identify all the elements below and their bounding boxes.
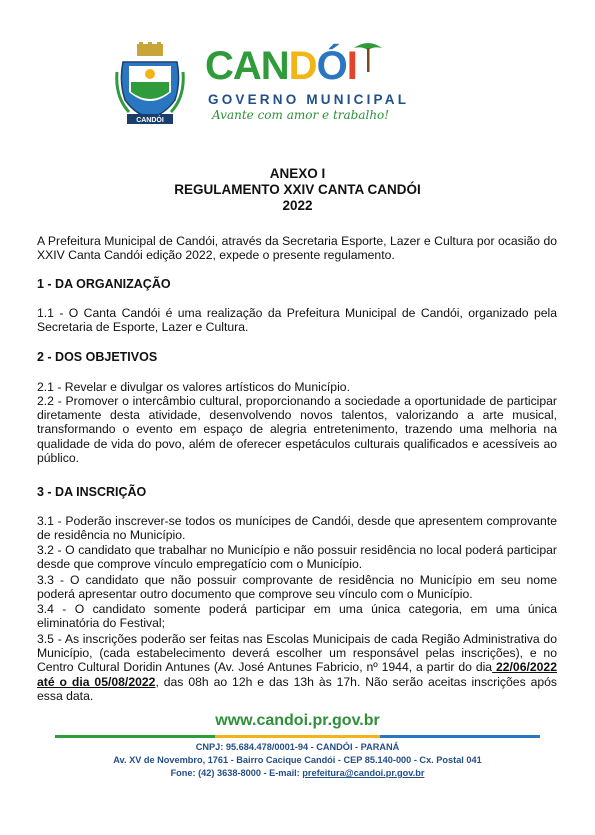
registration-dates: 22/06/2022 até o dia 05/08/2022 (37, 660, 557, 689)
paragraph-3-2: 3.2 - O candidato que trabalhar no Município e não possuir residência no local poderá participar desde que comprove vínculo empregatício com o Município. (37, 543, 557, 572)
paragraph-3-5 (37, 632, 557, 703)
paragraph-2-1: 2.1 - Revelar e divulgar os valores artísticos do Município. (37, 380, 350, 394)
svg-text:CANDÓI: CANDÓI (136, 117, 164, 124)
candoi-logo-wordmark: CANDÓI (205, 44, 357, 88)
paragraph-3-5-end: , das 08h ao 12h e das 13h às 17h. Não serão aceitas inscrições após essa data. (37, 674, 558, 703)
footer-contact (0, 767, 595, 780)
paragraph-3-1: 3.1 - Poderão inscrever-se todos os munícipes de Candói, desde que apresentem comprovante de residência no Município. (37, 514, 557, 543)
paragraph-3-3: 3.3 - O candidato que não possuir comprovante de residência no Município em seu nome poderá apresentar outro documento que comprove seu vínculo com o Município. (37, 573, 557, 602)
governo-municipal-label: GOVERNO MUNICIPAL (208, 92, 410, 107)
footer-website-link[interactable]: www.candoi.pr.gov.br (215, 712, 380, 729)
paragraph-1-1: 1.1 - O Canta Candói é uma realização da Prefeitura Municipal de Candói, organizado pela Secretaria de Esporte, Lazer e Cultura. (37, 306, 557, 335)
document-title-line1: ANEXO I (269, 166, 326, 181)
footer-phone: Fone: (42) 3638-8000 - E-mail: (170, 768, 303, 778)
section-heading-inscricao: 3 - DA INSCRIÇÃO (37, 485, 147, 499)
footer-address: Av. XV de Novembro, 1761 - Bairro Cacique Candói - CEP 85.140-000 - Cx. Postal 041 (113, 755, 482, 765)
paragraph-3-5-start: 3.5 - As inscrições poderão ser feitas nas Escolas Municipais de cada Região Administrativa do Município, (cada estabelecimento deverá escolher um responsável pelas inscrições), e no Centro Cultural Doridin Antunes (Av. José Antunes Fabricio, nº 1944, a partir do dia (37, 632, 557, 675)
document-title-line2: REGULAMENTO XXIV CANTA CANDÓI (174, 182, 421, 197)
section-heading-organizacao: 1 - DA ORGANIZAÇÃO (37, 277, 171, 291)
paragraph-3-4: 3.4 - O candidato somente poderá participar em uma única categoria, em uma única eliminatória do Festival; (37, 602, 557, 631)
section-heading-objetivos: 2 - DOS OBJETIVOS (37, 350, 158, 364)
intro-paragraph: A Prefeitura Municipal de Candói, através da Secretaria Esporte, Lazer e Cultura por ocasião do XXIV Canta Candói edição 2022, expede o presente regulamento. (37, 234, 557, 263)
footer-email-link[interactable]: prefeitura@candoi.pr.gov.br (302, 768, 425, 778)
document-title-line3: 2022 (282, 198, 313, 213)
footer-color-divider (55, 735, 540, 738)
footer-cnpj: CNPJ: 95.684.478/0001-94 - CANDÓI - PARANÁ (195, 742, 400, 752)
paragraph-2-2: 2.2 - Promover o intercâmbio cultural, proporcionando a sociedade a oportunidade de participar diretamente desta atividade, desenvolvendo novos talentos, valorizando a arte musical, transformando o evento em espaço de alegria entretenimento, trazendo uma melhoria na qualidade de vida do povo, além de oferecer espetáculos culturais qualificados e acessíveis ao público. (37, 394, 557, 465)
slogan: Avante com amor e trabalho! (212, 108, 390, 122)
municipal-crest-icon (115, 42, 185, 130)
araucaria-tree-icon (352, 38, 384, 74)
letterhead (0, 0, 595, 140)
